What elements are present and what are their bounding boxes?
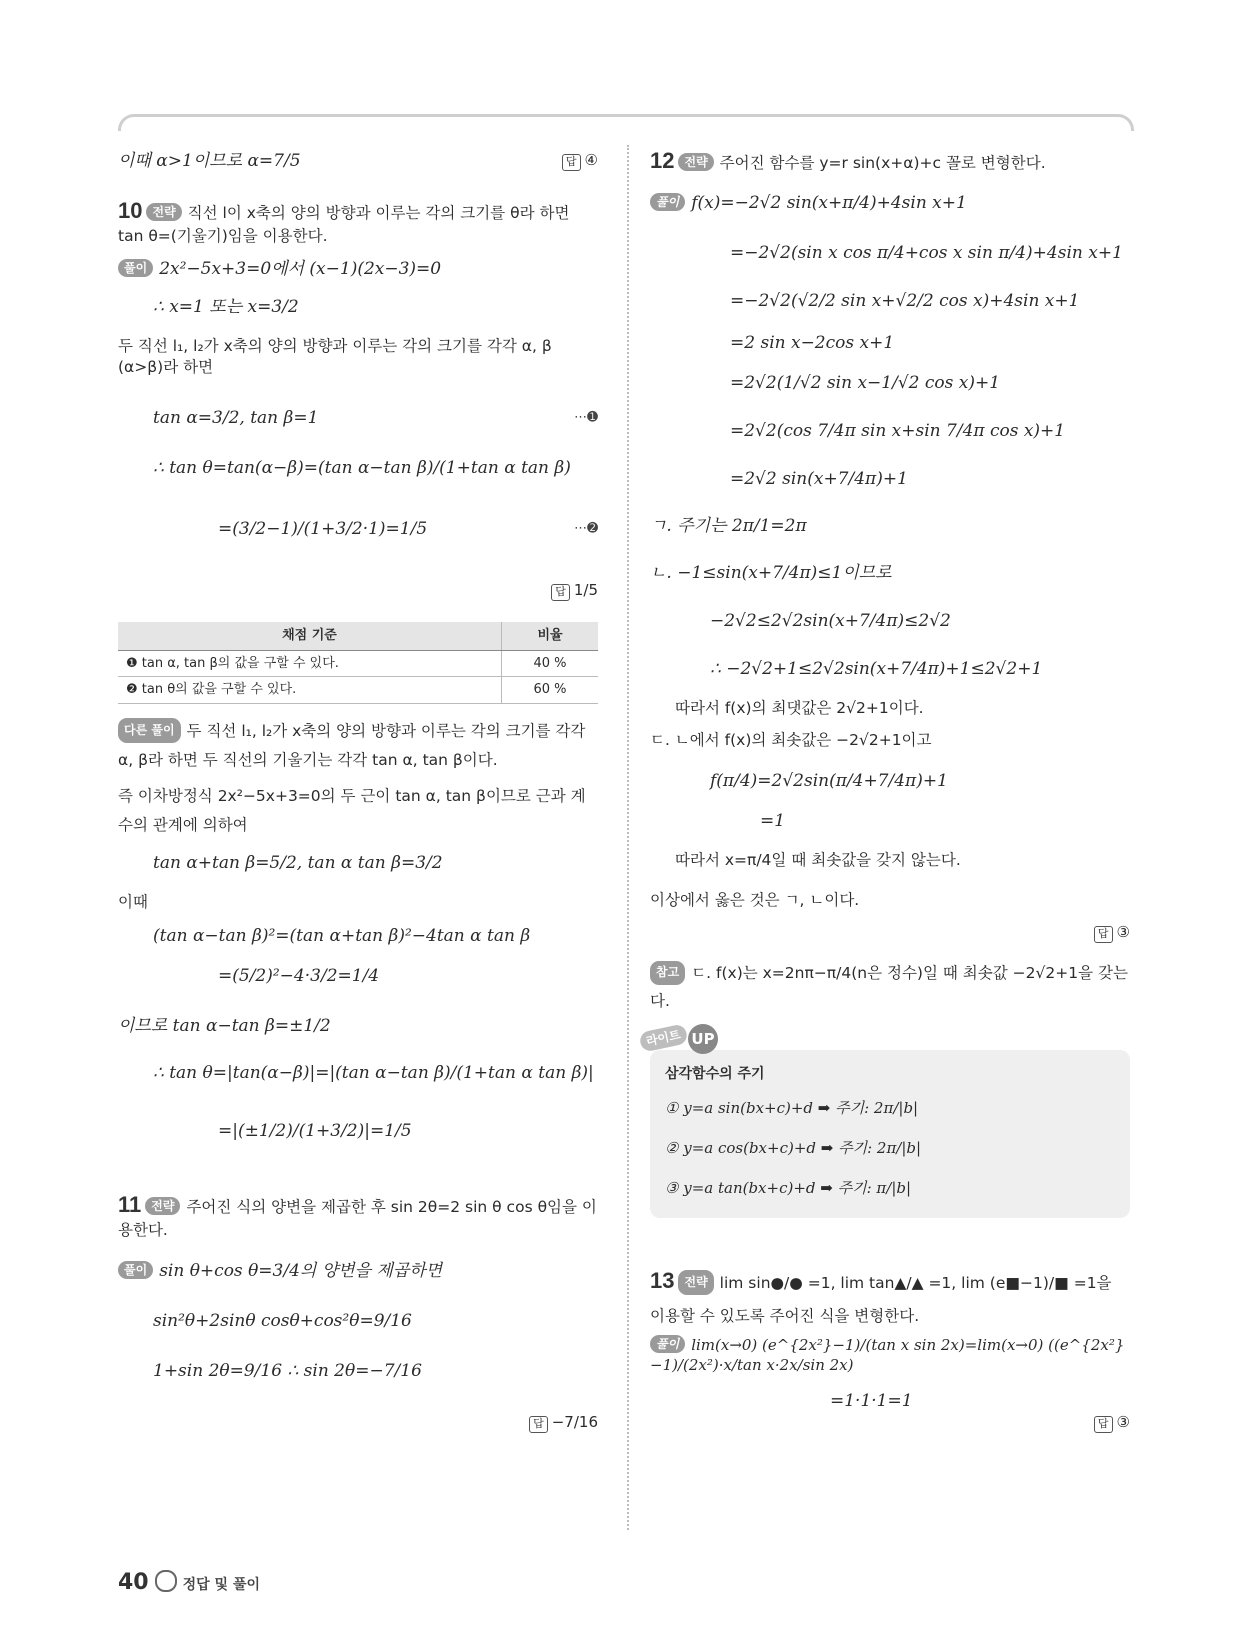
answer-icon: 답 bbox=[562, 154, 581, 171]
answer-13: 답 ③ bbox=[1094, 1412, 1130, 1433]
text-line: 이때 bbox=[118, 893, 148, 911]
eq-line: ∴ tan θ=tan(α−β)=(tan α−tan β)/(1+tan α tan β) bbox=[153, 458, 571, 478]
eq-line: sin²θ+2sinθ cosθ+cos²θ=9/16 bbox=[153, 1311, 412, 1331]
top-border bbox=[118, 114, 1134, 131]
footer-label: 정답 및 풀이 bbox=[182, 1577, 260, 1593]
eq-line: =|(±1/2)/(1+3/2)|=1/5 bbox=[218, 1121, 412, 1141]
solution-line: 풀이 2x²−5x+3=0에서 (x−1)(2x−3)=0 bbox=[118, 258, 441, 281]
eq-line: =−2√2(sin x cos π/4+cos x sin π/4)+4sin x+1 bbox=[730, 243, 1123, 263]
text-line: 따라서 x=π/4일 때 최솟값을 갖지 않는다. bbox=[675, 851, 961, 869]
table-row: ❷ tan θ의 값을 구할 수 있다. 60 % bbox=[118, 677, 598, 704]
up-label: UP bbox=[688, 1024, 718, 1054]
strategy-badge: 전략 bbox=[678, 1270, 713, 1295]
text-line: 즉 이차방정식 2x²−5x+3=0의 두 근이 tan α, tan β이므로 근과 계수의 관계에 의하여 bbox=[118, 787, 586, 835]
box-item: ① y=a sin(bx+c)+d ➡ 주기: 2π/|b| bbox=[665, 1099, 919, 1117]
strategy-badge: 전략 bbox=[678, 153, 713, 171]
score-mark-2: ⋯➋ bbox=[574, 521, 598, 536]
answer-12: 답 ③ bbox=[1094, 922, 1130, 943]
answer-11: 답 −7/16 bbox=[529, 1412, 598, 1433]
eq-line: =1·1·1=1 bbox=[830, 1391, 913, 1411]
solution-badge: 풀이 bbox=[118, 259, 153, 277]
eq-line: 1+sin 2θ=9/16 ∴ sin 2θ=−7/16 bbox=[153, 1361, 422, 1381]
item-n: ㄴ. −1≤sin(x+7/4π)≤1이므로 bbox=[650, 563, 892, 583]
text-line: 따라서 f(x)의 최댓값은 2√2+1이다. bbox=[675, 699, 924, 717]
conclusion: 이상에서 옳은 것은 ㄱ, ㄴ이다. bbox=[650, 891, 860, 909]
reference-badge: 참고 bbox=[650, 961, 685, 985]
eq-line: tan α=3/2, tan β=1 bbox=[153, 408, 319, 428]
score-mark-1: ⋯➊ bbox=[574, 410, 598, 425]
solution-badge: 풀이 bbox=[118, 1261, 153, 1279]
eq-line: ∴ −2√2+1≤2√2sin(x+7/4π)+1≤2√2+1 bbox=[710, 659, 1043, 679]
eq-line: =2√2(cos 7/4π sin x+sin 7/4π cos x)+1 bbox=[730, 421, 1066, 441]
eq-line: =−2√2(√2/2 sin x+√2/2 cos x)+4sin x+1 bbox=[730, 291, 1080, 311]
answer-icon: 답 bbox=[551, 584, 570, 601]
answer-icon: 답 bbox=[1094, 926, 1113, 943]
answer-icon: 답 bbox=[1094, 1416, 1113, 1433]
problem-number: 11 bbox=[118, 1192, 142, 1217]
eq-line: =2√2 sin(x+7/4π)+1 bbox=[730, 469, 908, 489]
alt-solution-badge: 다른 풀이 bbox=[118, 718, 181, 743]
item-g: ㄱ. 주기는 2π/1=2π bbox=[650, 516, 807, 536]
item-d: ㄷ. ㄴ에서 f(x)의 최솟값은 −2√2+1이고 bbox=[650, 731, 932, 749]
solution-badge: 풀이 bbox=[650, 193, 685, 211]
eq-line: 이므로 tan α−tan β=±1/2 bbox=[118, 1016, 331, 1036]
problem-10-strategy: 10 전략 직선 l이 x축의 양의 방향과 이루는 각의 크기를 θ라 하면 tan θ=(기울기)임을 이용한다. bbox=[118, 198, 570, 245]
eq-line: =2√2(1/√2 sin x−1/√2 cos x)+1 bbox=[730, 373, 1001, 393]
box-item: ③ y=a tan(bx+c)+d ➡ 주기: π/|b| bbox=[665, 1179, 912, 1197]
page-number: 40 bbox=[118, 1570, 149, 1595]
page-footer bbox=[118, 1570, 260, 1595]
eq-line: (tan α−tan β)²=(tan α+tan β)²−4tan α tan β bbox=[153, 926, 531, 946]
solution-line: 풀이 lim(x→0) (e^{2x²}−1)/(tan x sin 2x)=lim(x→0) ((e^{2x²}−1)/(2x²)·x/tan x·2x/sin 2x) bbox=[650, 1336, 1125, 1375]
eq-line: =(5/2)²−4·3/2=1/4 bbox=[218, 966, 380, 986]
solution-line: 풀이 sin θ+cos θ=3/4의 양변을 제곱하면 bbox=[118, 1260, 442, 1283]
problem-13-strategy: 13 전략 lim sin●/● =1, lim tan▲/▲ =1, lim (e■−1)/■ =1을 이용할 수 있도록 주어진 식을 변형한다. bbox=[650, 1268, 1112, 1325]
problem-11-strategy: 11 전략 주어진 식의 양변을 제곱한 후 sin 2θ=2 sin θ cos θ임을 이용한다. bbox=[118, 1192, 597, 1239]
light-up-label: 라이트 bbox=[638, 1023, 688, 1052]
light-up-box bbox=[644, 1027, 1130, 1218]
eq-line: tan α+tan β=5/2, tan α tan β=3/2 bbox=[153, 853, 443, 873]
text-line: 두 직선 l₁, l₂가 x축의 양의 방향과 이루는 각의 크기를 각각 α, β (α>β)라 하면 bbox=[118, 337, 552, 376]
answer-10: 답 1/5 bbox=[551, 580, 598, 601]
eq-line: =1 bbox=[760, 811, 786, 831]
box-item: ② y=a cos(bx+c)+d ➡ 주기: 2π/|b| bbox=[665, 1139, 922, 1157]
table-header: 비율 bbox=[502, 622, 599, 650]
solution-badge: 풀이 bbox=[650, 1335, 685, 1353]
line-prev: 이때 α>1이므로 α=7/5 bbox=[118, 151, 301, 171]
eq-line: =(3/2−1)/(1+3/2·1)=1/5 bbox=[218, 519, 428, 539]
box-title: 삼각함수의 주기 bbox=[665, 1066, 765, 1082]
problem-12-strategy: 12 전략 주어진 함수를 y=r sin(x+α)+c 꼴로 변형한다. bbox=[650, 148, 1046, 173]
eq-line: f(π/4)=2√2sin(π/4+7/4π)+1 bbox=[710, 771, 948, 791]
column-divider bbox=[627, 145, 629, 1530]
problem-number: 10 bbox=[118, 198, 143, 223]
eq-line: =2 sin x−2cos x+1 bbox=[730, 333, 895, 353]
table-header: 채점 기준 bbox=[118, 622, 502, 650]
problem-number: 12 bbox=[650, 148, 675, 173]
eq-line: ∴ x=1 또는 x=3/2 bbox=[153, 297, 299, 317]
table-row: ❶ tan α, tan β의 값을 구할 수 있다. 40 % bbox=[118, 650, 598, 677]
alt-solution-text: 다른 풀이 두 직선 l₁, l₂가 x축의 양의 방향과 이루는 각의 크기를 각각 α, β라 하면 두 직선의 기울기는 각각 tan α, tan β이다. bbox=[118, 717, 598, 776]
eq-line: −2√2≤2√2sin(x+7/4π)≤2√2 bbox=[710, 611, 951, 631]
eq-line: ∴ tan θ=|tan(α−β)|=|(tan α−tan β)/(1+tan α tan β)| bbox=[153, 1063, 594, 1083]
reference-note: 참고 ㄷ. f(x)는 x=2nπ−π/4(n은 정수)일 때 최솟값 −2√2+1을 갖는다. bbox=[650, 960, 1130, 1016]
logo-icon bbox=[155, 1570, 177, 1592]
problem-number: 13 bbox=[650, 1268, 675, 1293]
strategy-badge: 전략 bbox=[146, 203, 181, 221]
answer-icon: 답 bbox=[529, 1416, 548, 1433]
answer-prev: 답 ④ bbox=[562, 150, 598, 171]
solution-line: 풀이 f(x)=−2√2 sin(x+π/4)+4sin x+1 bbox=[650, 192, 967, 215]
strategy-badge: 전략 bbox=[145, 1197, 180, 1215]
scoring-table bbox=[118, 622, 598, 704]
